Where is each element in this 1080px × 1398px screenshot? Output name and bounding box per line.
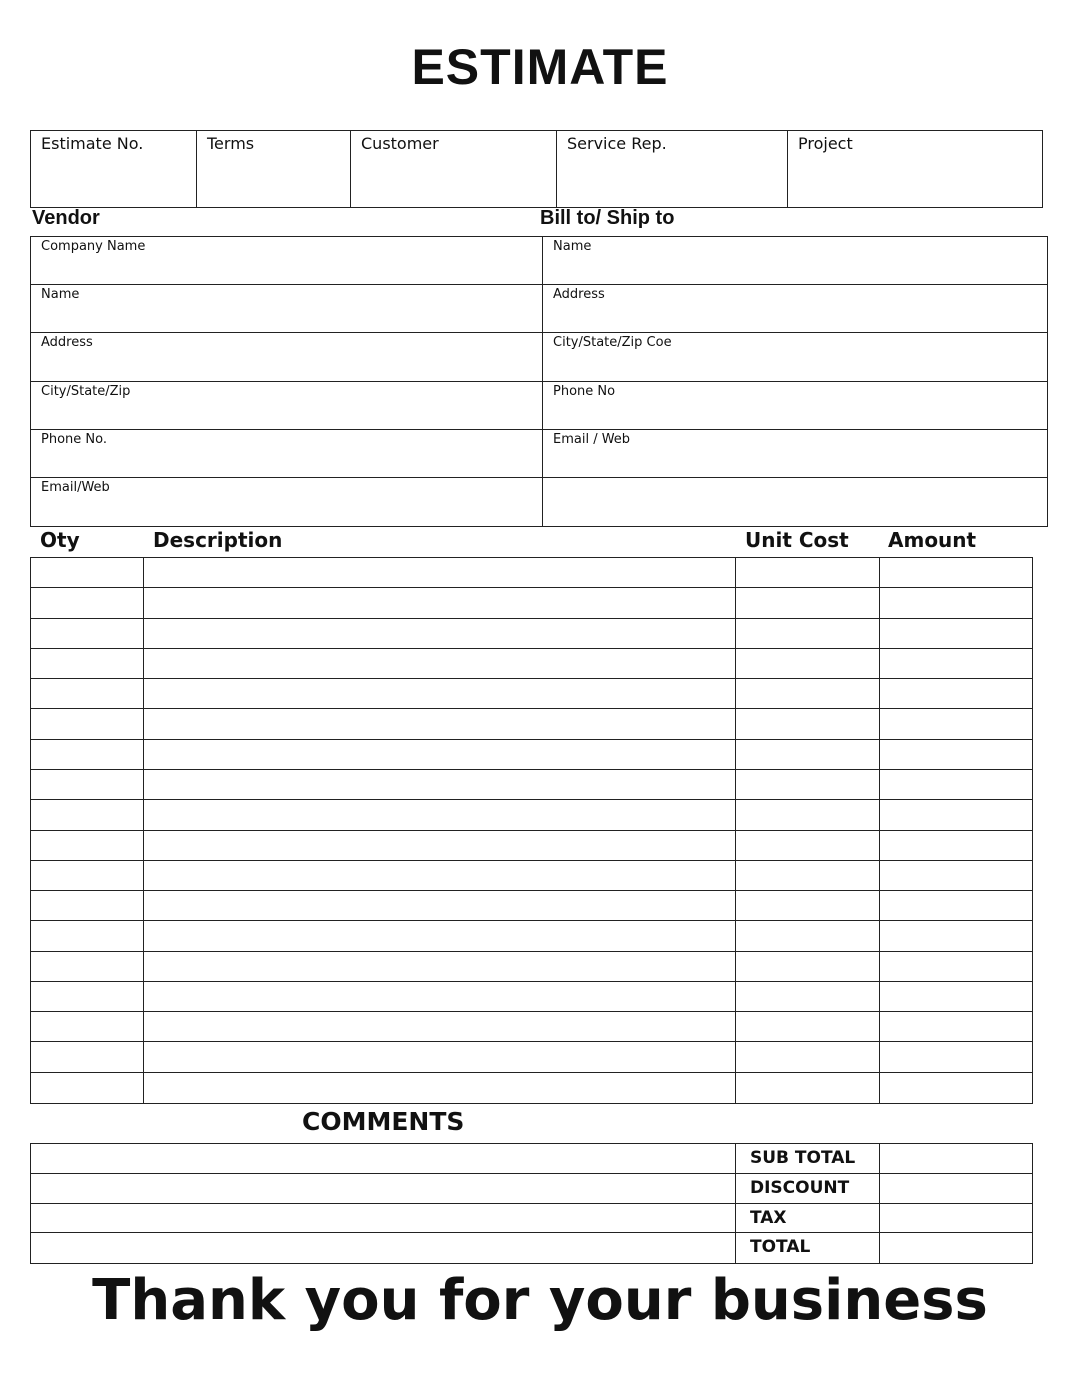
field-label: Customer (361, 134, 439, 153)
field-label: Address (553, 287, 605, 303)
bill-address-field[interactable] (543, 285, 1047, 333)
discount-label: DISCOUNT (736, 1174, 880, 1204)
unit-cost-cell[interactable] (736, 1042, 880, 1072)
vendor-company-field[interactable] (31, 237, 543, 285)
qty-cell[interactable] (31, 558, 144, 588)
vendor-phone-field[interactable] (31, 430, 543, 478)
description-cell[interactable] (144, 891, 736, 921)
amount-cell[interactable] (880, 861, 1032, 891)
amount-cell[interactable] (880, 619, 1032, 649)
field-label: Terms (207, 134, 255, 153)
field-label: Address (41, 335, 93, 351)
tax-label: TAX (736, 1204, 880, 1234)
page-title: ESTIMATE (411, 39, 669, 95)
amount-cell[interactable] (880, 921, 1032, 951)
description-cell[interactable] (144, 861, 736, 891)
qty-column-header: Oty (40, 528, 80, 552)
unit-cost-cell[interactable] (736, 861, 880, 891)
comment-line[interactable] (31, 1144, 736, 1174)
description-cell[interactable] (144, 709, 736, 739)
subtotal-label: SUB TOTAL (736, 1144, 880, 1174)
unit-cost-cell[interactable] (736, 740, 880, 770)
comment-line[interactable] (31, 1204, 736, 1234)
service-rep-field[interactable] (557, 131, 788, 207)
unit-cost-cell[interactable] (736, 952, 880, 982)
unit-cost-cell[interactable] (736, 982, 880, 1012)
vendor-name-field[interactable] (31, 285, 543, 333)
qty-cell[interactable] (31, 1073, 144, 1103)
qty-cell[interactable] (31, 952, 144, 982)
amount-cell[interactable] (880, 588, 1032, 618)
qty-cell[interactable] (31, 770, 144, 800)
total-label: TOTAL (736, 1233, 880, 1263)
unit-cost-cell[interactable] (736, 558, 880, 588)
bill-name-field[interactable] (543, 237, 1047, 285)
description-cell[interactable] (144, 1073, 736, 1103)
qty-cell[interactable] (31, 679, 144, 709)
amount-cell[interactable] (880, 952, 1032, 982)
unit-cost-cell[interactable] (736, 891, 880, 921)
amount-cell[interactable] (880, 982, 1032, 1012)
bill-city-field[interactable] (543, 333, 1047, 381)
totals-table (30, 1143, 1033, 1264)
comment-line[interactable] (31, 1174, 736, 1204)
comments-heading: COMMENTS (302, 1107, 465, 1136)
line-items-table (30, 557, 1033, 1104)
amount-cell[interactable] (880, 558, 1032, 588)
unit-cost-cell[interactable] (736, 588, 880, 618)
estimate-no-field[interactable] (31, 131, 197, 207)
description-cell[interactable] (144, 679, 736, 709)
qty-cell[interactable] (31, 1042, 144, 1072)
field-label: Email/Web (41, 479, 110, 495)
description-cell[interactable] (144, 982, 736, 1012)
field-label: City/State/Zip Coe (553, 335, 672, 351)
field-label: Company Name (41, 239, 146, 254)
vendor-city-field[interactable] (31, 382, 543, 430)
qty-cell[interactable] (31, 709, 144, 739)
vendor-address-field[interactable] (31, 333, 543, 381)
vendor-heading: Vendor (32, 207, 100, 229)
unit-cost-cell[interactable] (736, 800, 880, 830)
amount-cell[interactable] (880, 1012, 1032, 1042)
description-cell[interactable] (144, 770, 736, 800)
thank-you-message: Thank you for your business (92, 1268, 988, 1333)
description-cell[interactable] (144, 1012, 736, 1042)
amount-cell[interactable] (880, 1042, 1032, 1072)
field-label: Phone No (553, 383, 616, 399)
amount-cell[interactable] (880, 709, 1032, 739)
qty-cell[interactable] (31, 649, 144, 679)
unit-cost-column-header: Unit Cost (745, 528, 849, 552)
description-cell[interactable] (144, 800, 736, 830)
comment-line[interactable] (31, 1233, 736, 1263)
unit-cost-cell[interactable] (736, 1012, 880, 1042)
field-label: Project (798, 134, 853, 153)
qty-cell[interactable] (31, 831, 144, 861)
field-label: Email / Web (553, 431, 631, 447)
address-table (30, 236, 1048, 527)
estimate-header-table (30, 130, 1043, 208)
qty-cell[interactable] (31, 588, 144, 618)
amount-cell[interactable] (880, 800, 1032, 830)
unit-cost-cell[interactable] (736, 921, 880, 951)
bill-to-heading: Bill to/ Ship to (540, 207, 675, 229)
qty-cell[interactable] (31, 861, 144, 891)
amount-cell[interactable] (880, 740, 1032, 770)
discount-value[interactable] (880, 1174, 1032, 1204)
amount-cell[interactable] (880, 649, 1032, 679)
description-cell[interactable] (144, 952, 736, 982)
qty-cell[interactable] (31, 921, 144, 951)
project-field[interactable] (788, 131, 1042, 207)
unit-cost-cell[interactable] (736, 619, 880, 649)
qty-cell[interactable] (31, 619, 144, 649)
tax-value[interactable] (880, 1204, 1032, 1234)
field-label: Service Rep. (567, 134, 667, 153)
field-label: City/State/Zip (41, 383, 131, 399)
description-cell[interactable] (144, 831, 736, 861)
description-cell[interactable] (144, 649, 736, 679)
unit-cost-cell[interactable] (736, 770, 880, 800)
unit-cost-cell[interactable] (736, 831, 880, 861)
qty-cell[interactable] (31, 982, 144, 1012)
amount-cell[interactable] (880, 891, 1032, 921)
qty-cell[interactable] (31, 800, 144, 830)
unit-cost-cell[interactable] (736, 649, 880, 679)
terms-field[interactable] (197, 131, 351, 207)
bill-phone-field[interactable] (543, 382, 1047, 430)
field-label: Name (41, 287, 80, 303)
vendor-email-field[interactable] (31, 478, 543, 526)
amount-cell[interactable] (880, 770, 1032, 800)
amount-cell[interactable] (880, 831, 1032, 861)
amount-cell[interactable] (880, 1073, 1032, 1103)
unit-cost-cell[interactable] (736, 709, 880, 739)
amount-cell[interactable] (880, 679, 1032, 709)
description-column-header: Description (153, 528, 283, 552)
description-cell[interactable] (144, 588, 736, 618)
customer-field[interactable] (351, 131, 557, 207)
unit-cost-cell[interactable] (736, 679, 880, 709)
description-cell[interactable] (144, 740, 736, 770)
amount-column-header: Amount (888, 528, 977, 552)
qty-cell[interactable] (31, 891, 144, 921)
bill-email-field[interactable] (543, 430, 1047, 478)
total-value[interactable] (880, 1233, 1032, 1263)
description-cell[interactable] (144, 1042, 736, 1072)
qty-cell[interactable] (31, 1012, 144, 1042)
bill-empty-field[interactable] (543, 478, 1047, 526)
description-cell[interactable] (144, 619, 736, 649)
field-label: Phone No. (41, 431, 107, 447)
unit-cost-cell[interactable] (736, 1073, 880, 1103)
subtotal-value[interactable] (880, 1144, 1032, 1174)
description-cell[interactable] (144, 921, 736, 951)
field-label: Name (553, 239, 592, 254)
field-label: Estimate No. (41, 134, 144, 153)
description-cell[interactable] (144, 558, 736, 588)
qty-cell[interactable] (31, 740, 144, 770)
